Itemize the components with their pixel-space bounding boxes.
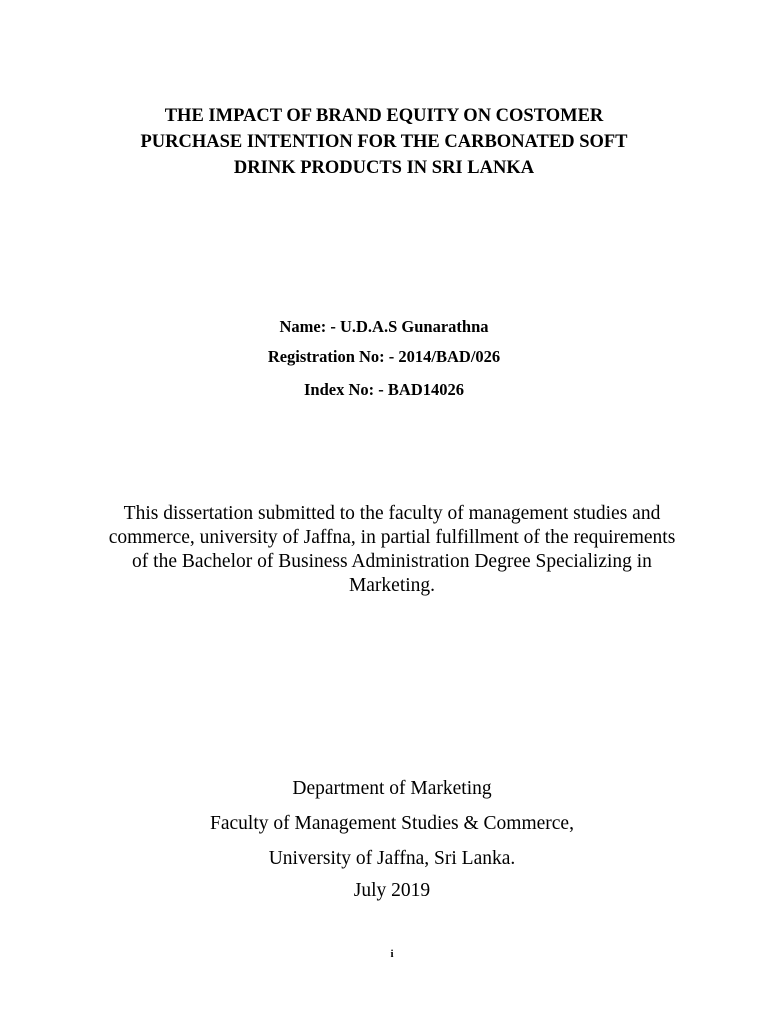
submission-date: July 2019	[353, 880, 431, 901]
dissertation-title	[0, 103, 768, 181]
index-number: Index No: - BAD14026	[304, 380, 464, 399]
statement-line-3: of the Bachelor of Business Administration Degree Specializing in	[132, 551, 652, 572]
title-line-1: THE IMPACT OF BRAND EQUITY ON COSTOMER	[164, 106, 604, 126]
submission-statement	[0, 502, 768, 598]
title-line-3: DRINK PRODUCTS IN SRI LANKA	[233, 158, 535, 178]
registration-number: Registration No: - 2014/BAD/026	[267, 347, 501, 366]
statement-line-2: commerce, university of Jaffna, in partial fulfillment of the requirements	[108, 527, 676, 548]
student-name: Name: - U.D.A.S Gunarathna	[279, 317, 489, 336]
university: University of Jaffna, Sri Lanka.	[268, 848, 516, 869]
page-number: i	[390, 948, 394, 960]
statement-line-1: This dissertation submitted to the faculty of management studies and	[123, 503, 661, 524]
title-line-2: PURCHASE INTENTION FOR THE CARBONATED SOFT	[140, 132, 628, 152]
department: Department of Marketing	[292, 778, 492, 799]
faculty: Faculty of Management Studies & Commerce,	[210, 813, 574, 834]
statement-line-4: Marketing.	[348, 575, 436, 596]
